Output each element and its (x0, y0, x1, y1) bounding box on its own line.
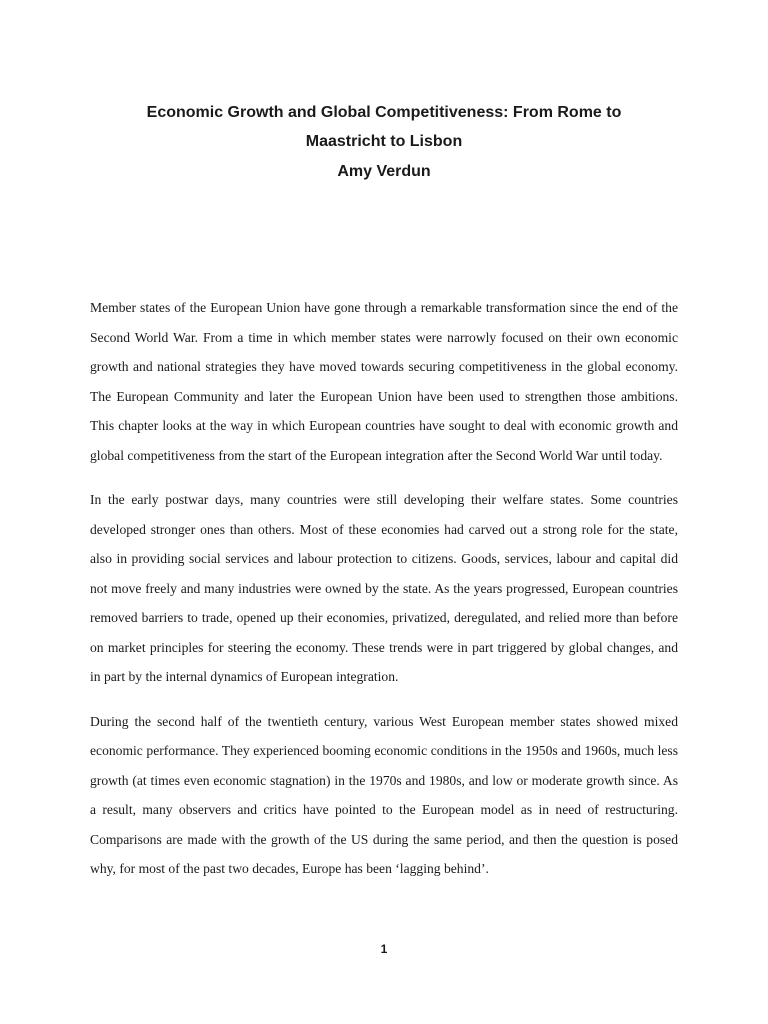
paragraph-3: During the second half of the twentieth century, various West European member states showed mixed economic performance. They experienced booming economic conditions in the 1950s and 1960s, much less growth (at times even economic stagnation) in the 1970s and 1980s, and low or moderate growth since. As a result, many observers and critics have pointed to the European model as in need of restructuring. Comparisons are made with the growth of the US during the same period, and then the question is posed why, for most of the past two decades, Europe has been ‘lagging behind’. (90, 713, 678, 876)
document-title-line-2: Maastricht to Lisbon (305, 133, 463, 150)
document-body (90, 293, 678, 899)
paragraph-2: In the early postwar days, many countries were still developing their welfare states. Some countries developed stronger ones than others. Most of these economies had carved out a strong role for the state, also in providing social services and labour protection to citizens. Goods, services, labour and capital did not move freely and many industries were owned by the state. As the years progressed, European countries removed barriers to trade, opened up their economies, privatized, deregulated, and relied more than before on market principles for steering the economy. These trends were in part triggered by global changes, and in part by the internal dynamics of European integration. (90, 492, 678, 684)
paragraph-1: Member states of the European Union have gone through a remarkable transformation since the end of the Second World War. From a time in which member states were narrowly focused on their own economic growth and national strategies they have moved towards securing competitiveness in the global economy. The European Community and later the European Union have been used to strengthen those ambitions. This chapter looks at the way in which European countries have sought to deal with economic growth and global competitiveness from the start of the European integration after the Second World War until today. (90, 300, 678, 463)
document-author: Amy Verdun (337, 163, 431, 180)
document-title-line-1: Economic Growth and Global Competitiveness: From Rome to (146, 104, 622, 121)
page-number: 1 (380, 942, 388, 956)
